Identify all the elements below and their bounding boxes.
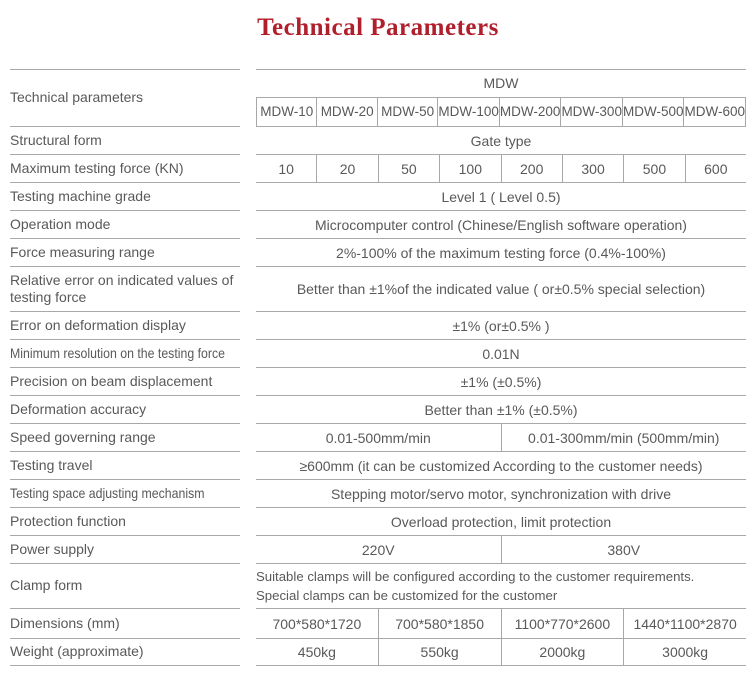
row-relative-error (10, 267, 746, 312)
model-header-cell: MDW-300 (560, 98, 622, 126)
clamp-form-line: Special clamps can be customized for the customer (256, 588, 558, 603)
value-cell: 2000kg (501, 639, 624, 665)
row-value: Microcomputer control (Chinese/English software operation) (256, 211, 746, 239)
model-header-cell: MDW-20 (316, 98, 376, 126)
row-value: ±1% (±0.5%) (256, 368, 746, 396)
row-label (10, 508, 240, 536)
row-label-text: Structural form (10, 131, 102, 148)
clamp-form-line: Suitable clamps will be configured according to the customer requirements. (256, 569, 695, 584)
value-cell: 200 (501, 155, 562, 182)
value-cell: 500 (623, 155, 684, 182)
row-label-text: Technical parameters (10, 89, 144, 106)
row-label (10, 312, 240, 340)
row-values (256, 536, 746, 564)
value-cell: 100 (439, 155, 500, 182)
row-label (10, 127, 240, 155)
row-label (10, 536, 240, 564)
model-header-cell: MDW-600 (683, 98, 746, 126)
row-power-supply (10, 536, 746, 564)
value-cell: 450kg (297, 644, 336, 660)
row-weight (10, 639, 746, 666)
row-beam-displacement-precision (10, 368, 746, 396)
row-value: ±1% (or±0.5% ) (256, 312, 746, 340)
value-cell: 3000kg (623, 639, 746, 665)
model-header-cell: MDW-100 (437, 98, 499, 126)
page-title: Technical Parameters (257, 14, 499, 41)
value-cells (256, 639, 746, 665)
row-value: 2%-100% of the maximum testing force (0.4%-100%) (256, 239, 746, 267)
row-label (10, 155, 240, 183)
row-value: Stepping motor/servo motor, synchronization with drive (256, 480, 746, 508)
row-force-measuring-range (10, 239, 746, 267)
value-cell: 50 (378, 155, 439, 182)
row-protection-function (10, 508, 746, 536)
row-value: ≥600mm (it can be customized According to the customer needs) (256, 452, 746, 480)
row-value: Gate type (256, 127, 746, 155)
row-label-text: Error on deformation display (10, 316, 186, 333)
value-cell: 0.01-300mm/min (500mm/min) (501, 424, 747, 451)
value-cell: 0.01-500mm/min (325, 429, 431, 446)
row-machine-grade (10, 183, 746, 211)
model-header-cells (256, 98, 746, 126)
row-speed-governing-range (10, 424, 746, 452)
row-dimensions (10, 609, 746, 639)
row-label (10, 211, 240, 239)
model-header-cell: MDW-500 (622, 98, 684, 126)
row-label-text: Clamp form (10, 577, 83, 594)
row-minimum-resolution (10, 340, 746, 368)
row-label (10, 424, 240, 452)
row-value: 0.01N (256, 340, 746, 368)
technical-parameters-table (10, 69, 746, 666)
value-cell: 10 (278, 160, 294, 177)
value-cell: 550kg (378, 639, 501, 665)
row-label-text: Dimensions (mm) (10, 614, 120, 631)
row-values (256, 609, 746, 639)
row-values (256, 639, 746, 666)
row-label-text: Protection function (10, 512, 126, 529)
value-cell: 700*580*1850 (378, 609, 501, 638)
row-structural-form (10, 127, 746, 155)
row-max-testing-force (10, 155, 746, 183)
row-label (10, 69, 240, 127)
value-cells (256, 155, 746, 182)
model-header-cell: MDW-10 (256, 98, 316, 126)
row-values (256, 424, 746, 452)
row-value (256, 564, 746, 609)
row-label (10, 609, 240, 639)
row-deformation-accuracy (10, 396, 746, 424)
row-label (10, 340, 240, 368)
row-testing-travel (10, 452, 746, 480)
value-cell: 300 (562, 155, 623, 182)
model-header-cell: MDW-200 (499, 98, 561, 126)
row-label-text: Relative error on indicated values of testing force (10, 271, 234, 305)
row-label (10, 239, 240, 267)
row-label-text: Precision on beam displacement (10, 372, 213, 389)
row-operation-mode (10, 211, 746, 239)
row-values (256, 155, 746, 183)
row-label-text: Power supply (10, 540, 95, 557)
value-cell: 380V (501, 536, 747, 563)
row-label-text: Testing travel (10, 456, 93, 473)
value-cell: 20 (316, 155, 377, 182)
row-label (10, 480, 240, 508)
value-cell: 600 (685, 155, 746, 182)
row-label (10, 452, 240, 480)
row-label (10, 564, 240, 609)
row-label (10, 368, 240, 396)
value-cell: 1100*770*2600 (501, 609, 624, 638)
row-space-adjusting-mechanism (10, 480, 746, 508)
row-label-text: Operation mode (10, 215, 111, 232)
row-label (10, 639, 240, 666)
value-cell: 1440*1100*2870 (623, 609, 746, 638)
series-group-cell: MDW (256, 70, 746, 98)
value-cells (256, 609, 746, 638)
row-label-text: Speed governing range (10, 428, 156, 445)
row-label-text: Weight (approximate) (10, 643, 144, 660)
row-label-text: Maximum testing force (KN) (10, 159, 184, 176)
row-clamp-form (10, 564, 746, 609)
header-data (256, 69, 746, 127)
row-value: Better than ±1%of the indicated value ( or±0.5% special selection) (256, 267, 746, 312)
row-label (10, 183, 240, 211)
row-label-text: Testing space adjusting mechanism (10, 484, 205, 501)
row-label-text: Force measuring range (10, 243, 155, 260)
row-label-text: Deformation accuracy (10, 400, 147, 417)
table-header-row (10, 69, 746, 127)
row-deformation-display-error (10, 312, 746, 340)
row-value: Level 1 ( Level 0.5) (256, 183, 746, 211)
value-cells (256, 424, 746, 451)
row-value: Overload protection, limit protection (256, 508, 746, 536)
row-value: Better than ±1% (±0.5%) (256, 396, 746, 424)
row-label-text: Testing machine grade (10, 187, 151, 204)
row-label (10, 396, 240, 424)
value-cell: 700*580*1720 (272, 615, 362, 632)
value-cells (256, 536, 746, 563)
row-label-text: Minimum resolution on the testing force (10, 344, 226, 361)
value-cell: 220V (361, 541, 395, 558)
row-label (10, 267, 240, 312)
model-header-cell: MDW-50 (377, 98, 437, 126)
